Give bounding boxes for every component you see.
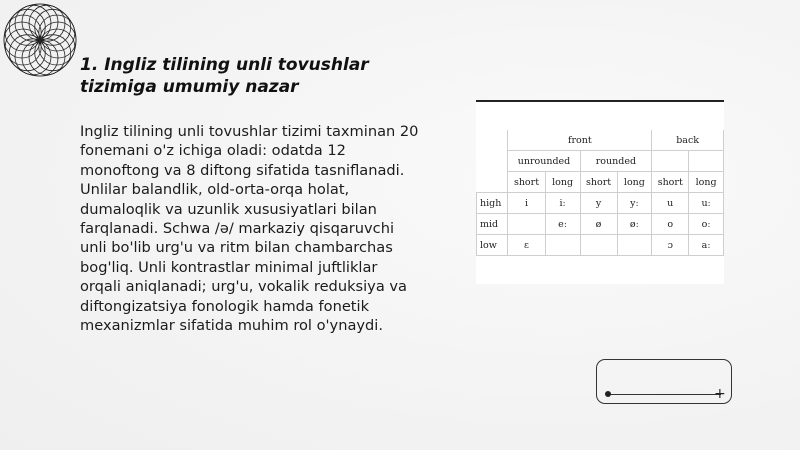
vowel-cell (508, 214, 545, 235)
row-label: high (477, 193, 508, 214)
vowel-table (476, 130, 724, 256)
figure-top-rule (476, 100, 724, 102)
vowel-chart-figure (476, 100, 724, 284)
vowel-cell: oː (689, 214, 724, 235)
vowel-table-length-row (477, 172, 724, 193)
vowel-row-mid (477, 214, 724, 235)
vowel-cell: o (652, 214, 689, 235)
vowel-table-header-row (477, 130, 724, 151)
vowel-cell: u (652, 193, 689, 214)
vowel-cell (580, 235, 617, 256)
vowel-cell: i (508, 193, 545, 214)
decorative-rule-frame (596, 359, 732, 404)
length-header: long (617, 172, 652, 193)
vowel-cell: ø (580, 214, 617, 235)
vowel-cell: eː (545, 214, 580, 235)
rule-line (607, 394, 721, 395)
slide-body-text: Ingliz tilining unli tovushlar tizimi taxminan 20 fonemani o'z ichiga oladi: odatda 12 monoftong va 8 diftong sifatida tasniflanadi. Unlilar balandlik, old-orta-orqa holat, dumaloqlik va uzunlik xususiyatlari bilan farqlanadi. Schwa /ə/ markaziy qisqaruvchi unli bo'lib urg'u va ritm bilan chambarchas bog'liq. Unli kontrastlar minimal juftliklar orqali aniqlanadi; urg'u, vokalik reduksiya va diftongizatsiya fonologik hamda fonetik mexanizmlar sifatida muhim rol o'ynaydi. (80, 123, 419, 335)
vowel-cell: iː (545, 193, 580, 214)
header-front: front (508, 130, 652, 151)
vowel-cell: ɔ (652, 235, 689, 256)
length-header: short (508, 172, 545, 193)
vowel-row-high (477, 193, 724, 214)
vowel-cell: y (580, 193, 617, 214)
header-unrounded: unrounded (508, 151, 580, 172)
row-label: low (477, 235, 508, 256)
length-header: long (689, 172, 724, 193)
vowel-table-rounding-row (477, 151, 724, 172)
vowel-row-low (477, 235, 724, 256)
length-header: short (652, 172, 689, 193)
vowel-cell: ɛ (508, 235, 545, 256)
vowel-cell: aː (689, 235, 724, 256)
slide-title: 1. Ingliz tilining unli tovushlar tizimiga umumiy nazar (80, 55, 369, 97)
header-back: back (652, 130, 724, 151)
vowel-cell: uː (689, 193, 724, 214)
vowel-cell: yː (617, 193, 652, 214)
header-rounded: rounded (580, 151, 652, 172)
vowel-cell: øː (617, 214, 652, 235)
vowel-cell (545, 235, 580, 256)
decorative-rosette-icon (2, 2, 78, 78)
length-header: short (580, 172, 617, 193)
dot-icon (605, 391, 611, 397)
plus-icon: + (714, 386, 726, 402)
row-label: mid (477, 214, 508, 235)
vowel-cell (617, 235, 652, 256)
length-header: long (545, 172, 580, 193)
